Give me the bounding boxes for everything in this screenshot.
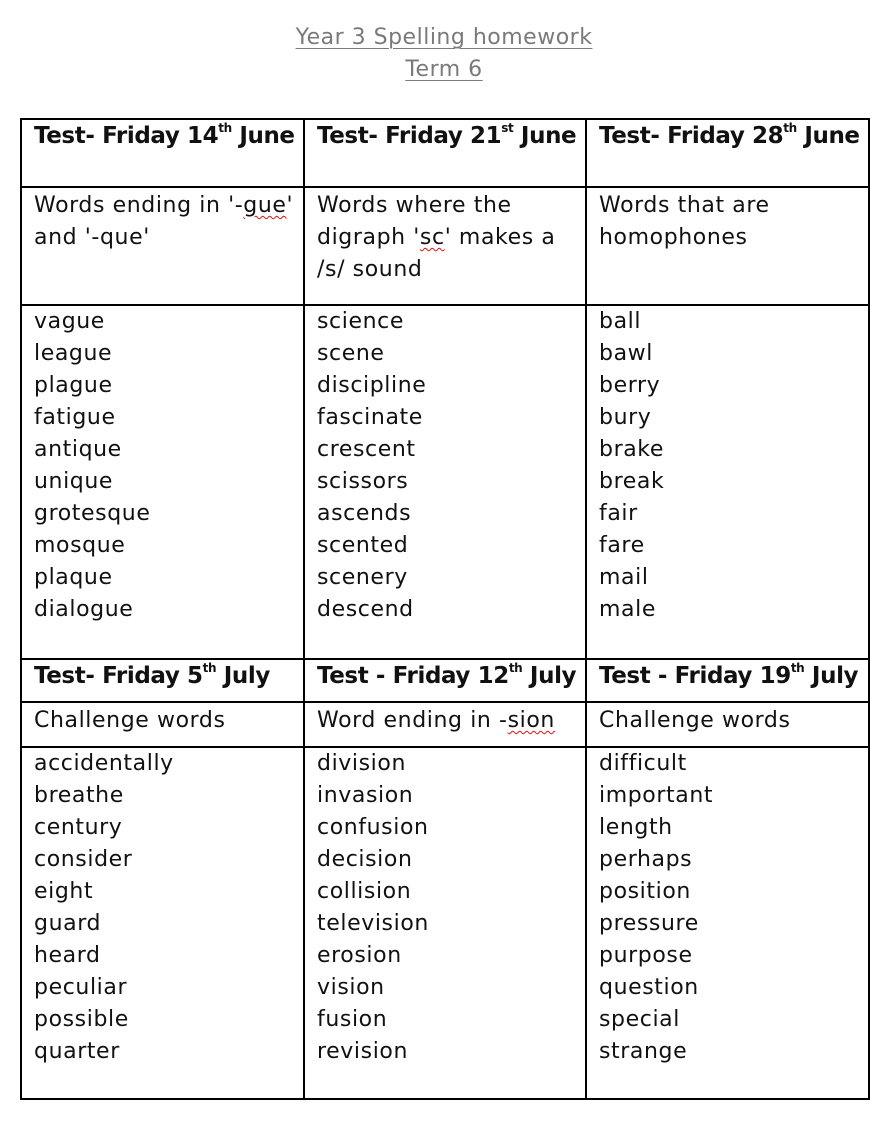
spelling-word: dialogue — [34, 597, 134, 622]
spelling-word: breathe — [34, 783, 124, 808]
word-list-cell — [21, 747, 304, 1099]
spelling-word: revision — [317, 1039, 409, 1064]
spelling-word: important — [599, 783, 714, 808]
spelling-word: scenery — [317, 565, 408, 590]
test-date-cell: Test - Friday 19th July — [586, 659, 869, 702]
word-list-cell — [21, 305, 304, 659]
spelling-word: perhaps — [599, 847, 693, 872]
spelling-word: eight — [34, 879, 94, 904]
spelling-word: decision — [317, 847, 413, 872]
spelling-word: division — [317, 751, 406, 776]
spelling-word: ball — [599, 309, 642, 334]
spelling-word: berry — [599, 373, 661, 398]
page-header — [0, 22, 888, 86]
word-list — [599, 306, 868, 626]
word-list — [599, 748, 868, 1068]
spelling-word: strange — [599, 1039, 688, 1064]
spelling-word: purpose — [599, 943, 693, 968]
topic-row-july — [21, 702, 869, 747]
spelling-word: quarter — [34, 1039, 120, 1064]
spelling-word: league — [34, 341, 113, 366]
word-list — [34, 748, 303, 1068]
spelling-word: length — [599, 815, 673, 840]
spellcheck-flagged-text: sc — [419, 225, 445, 250]
spelling-word: fare — [599, 533, 645, 558]
spelling-word: unique — [34, 469, 114, 494]
topic-cell: Words where the digraph 'sc' makes a /s/ sound — [304, 187, 586, 305]
spelling-word: plaque — [34, 565, 113, 590]
page-title: Year 3 Spelling homework — [295, 25, 593, 50]
spellcheck-flagged-text: gue — [243, 193, 287, 218]
spelling-word: vague — [34, 309, 105, 334]
spelling-word: mosque — [34, 533, 126, 558]
spelling-word: scissors — [317, 469, 409, 494]
word-list — [317, 306, 585, 626]
page-subtitle: Term 6 — [405, 57, 483, 82]
spelling-word: heard — [34, 943, 101, 968]
spelling-table — [20, 118, 870, 1100]
spelling-word: television — [317, 911, 429, 936]
topic-cell: Words ending in '-gue' and '-que' — [21, 187, 304, 305]
test-date-cell: Test- Friday 21st June — [304, 119, 586, 187]
word-list — [34, 306, 303, 626]
topic-cell: Challenge words — [586, 702, 869, 747]
spelling-word: special — [599, 1007, 680, 1032]
topic-cell: Challenge words — [21, 702, 304, 747]
spelling-word: question — [599, 975, 699, 1000]
spelling-word: collision — [317, 879, 412, 904]
spellcheck-flagged-text: sion — [507, 708, 555, 733]
spelling-word: ascends — [317, 501, 412, 526]
test-date-cell: Test- Friday 14th June — [21, 119, 304, 187]
word-list-cell — [304, 305, 586, 659]
test-date-cell: Test - Friday 12th July — [304, 659, 586, 702]
word-list-row-july — [21, 747, 869, 1099]
spelling-word: fatigue — [34, 405, 116, 430]
spelling-word: erosion — [317, 943, 402, 968]
spelling-word: break — [599, 469, 665, 494]
spelling-word: crescent — [317, 437, 416, 462]
spelling-word: position — [599, 879, 691, 904]
spelling-word: descend — [317, 597, 414, 622]
spelling-word: guard — [34, 911, 102, 936]
spelling-word: bawl — [599, 341, 653, 366]
spelling-word: grotesque — [34, 501, 151, 526]
spelling-word: vision — [317, 975, 385, 1000]
spelling-word: difficult — [599, 751, 687, 776]
spelling-word: male — [599, 597, 656, 622]
spelling-word: pressure — [599, 911, 699, 936]
spelling-word: science — [317, 309, 404, 334]
test-date-row-july — [21, 659, 869, 702]
test-date-row-june — [21, 119, 869, 187]
spelling-word: invasion — [317, 783, 414, 808]
word-list-cell — [586, 305, 869, 659]
spelling-word: confusion — [317, 815, 429, 840]
test-date-cell: Test- Friday 5th July — [21, 659, 304, 702]
word-list-cell — [304, 747, 586, 1099]
word-list — [317, 748, 585, 1068]
spelling-word: possible — [34, 1007, 129, 1032]
word-list-cell — [586, 747, 869, 1099]
spelling-word: fair — [599, 501, 638, 526]
spelling-word: accidentally — [34, 751, 174, 776]
spelling-word: fascinate — [317, 405, 423, 430]
test-date-cell: Test- Friday 28th June — [586, 119, 869, 187]
spelling-word: century — [34, 815, 123, 840]
spelling-word: peculiar — [34, 975, 128, 1000]
word-list-row-june — [21, 305, 869, 659]
topic-cell: Words that are homophones — [586, 187, 869, 305]
topic-cell: Word ending in -sion — [304, 702, 586, 747]
spelling-word: bury — [599, 405, 652, 430]
spelling-word: brake — [599, 437, 664, 462]
spelling-word: scented — [317, 533, 409, 558]
spelling-word: antique — [34, 437, 122, 462]
spelling-word: discipline — [317, 373, 427, 398]
topic-row-june — [21, 187, 869, 305]
spelling-word: scene — [317, 341, 385, 366]
spelling-word: plague — [34, 373, 113, 398]
spelling-word: fusion — [317, 1007, 388, 1032]
spelling-word: mail — [599, 565, 649, 590]
spelling-word: consider — [34, 847, 133, 872]
